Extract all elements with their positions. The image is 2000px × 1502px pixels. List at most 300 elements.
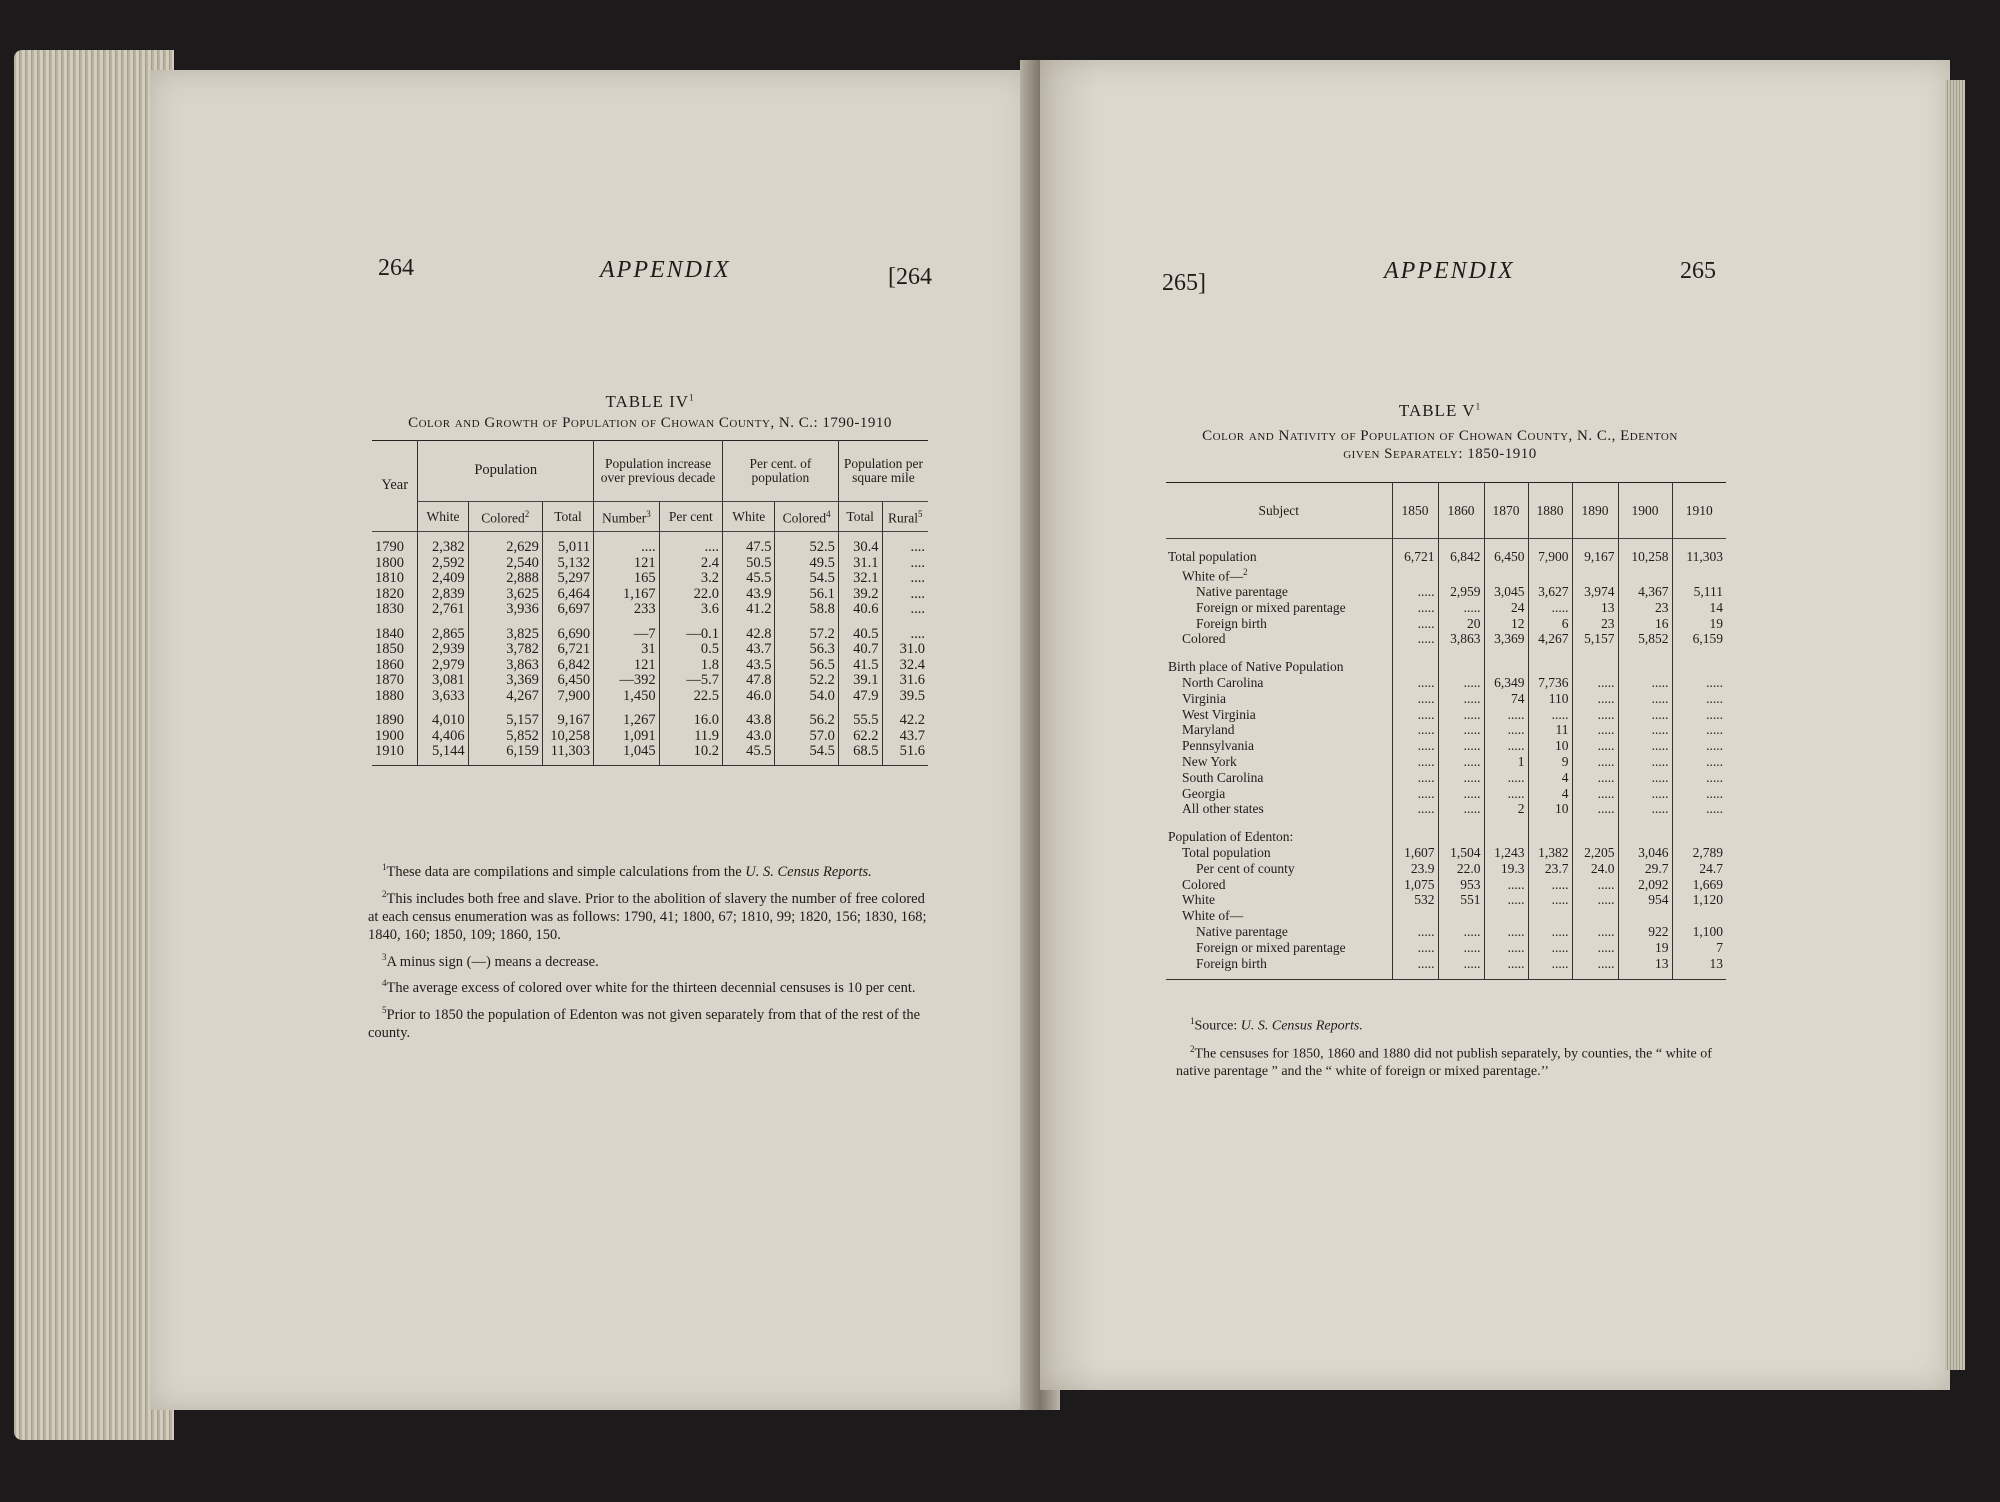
- table-cell: [1572, 565, 1618, 584]
- table-cell: 56.2: [775, 704, 838, 729]
- table-cell: 1,120: [1672, 892, 1726, 908]
- table-row: [1166, 892, 1726, 908]
- row-label: Foreign or mixed parentage: [1196, 599, 1346, 615]
- table-cell: .....: [1392, 616, 1438, 632]
- table-cell: 22.0: [659, 587, 722, 603]
- table-v-caption-line2: given Separately: 1850-1910: [1343, 446, 1537, 462]
- table-cell: 56.5: [775, 658, 838, 674]
- table-cell: 50.5: [723, 556, 775, 572]
- table-cell: 51.6: [882, 744, 928, 760]
- table-cell: 6,721: [1392, 539, 1438, 565]
- table-cell: 47.9: [838, 689, 882, 705]
- table-cell: ....: [882, 571, 928, 587]
- th-pc-white: White: [723, 502, 775, 532]
- table-cell: 6,450: [542, 673, 593, 689]
- table-cell: 31.1: [838, 556, 882, 572]
- table-cell: [1618, 829, 1672, 845]
- table-v-caption-line1: Color and Nativity of Population of Chowan County, N. C., Edenton: [1202, 428, 1678, 444]
- table-cell: 13: [1618, 956, 1672, 972]
- table-cell: 31: [594, 642, 660, 658]
- table-cell: 24.7: [1672, 861, 1726, 877]
- table-cell: 9: [1528, 754, 1572, 770]
- table-cell: 11,303: [1672, 539, 1726, 565]
- table-cell: [1572, 908, 1618, 924]
- table-cell: 56.1: [775, 587, 838, 603]
- table-row: [1166, 600, 1726, 616]
- table-cell: 1,091: [594, 729, 660, 745]
- table-cell: .....: [1438, 801, 1484, 817]
- table-cell: 45.5: [723, 744, 775, 760]
- table-cell: [1572, 647, 1618, 659]
- table-cell: 10: [1528, 738, 1572, 754]
- table-cell: 6,842: [542, 658, 593, 674]
- th-year-1900: 1900: [1618, 483, 1672, 539]
- th-year-1890: 1890: [1572, 483, 1618, 539]
- table-cell: ....: [882, 618, 928, 643]
- table-cell: .....: [1572, 754, 1618, 770]
- table-cell: .....: [1528, 924, 1572, 940]
- table-cell: 2,888: [468, 571, 542, 587]
- table-cell: 1,267: [594, 704, 660, 729]
- table-cell: 6,159: [1672, 631, 1726, 647]
- th-subject: Subject: [1258, 502, 1299, 518]
- table-cell: 3,045: [1484, 584, 1528, 600]
- table-cell: 3,782: [468, 642, 542, 658]
- table-cell: 5,111: [1672, 584, 1726, 600]
- table-cell: .....: [1392, 940, 1438, 956]
- table-cell: 922: [1618, 924, 1672, 940]
- table-cell: 54.0: [775, 689, 838, 705]
- table-cell: 1,382: [1528, 845, 1572, 861]
- table-iv-body: [372, 532, 928, 766]
- table-row: [1166, 770, 1726, 786]
- table-cell: 532: [1392, 892, 1438, 908]
- table-cell: .....: [1618, 675, 1672, 691]
- row-label: [1166, 817, 1392, 829]
- table-cell: 57.2: [775, 618, 838, 643]
- table-cell: [1572, 659, 1618, 675]
- table-cell: 6,842: [1438, 539, 1484, 565]
- table-cell: 3,974: [1572, 584, 1618, 600]
- table-cell: .....: [1618, 770, 1672, 786]
- table-cell: 1820: [375, 585, 404, 602]
- table-cell: 31.0: [882, 642, 928, 658]
- table-cell: 52.2: [775, 673, 838, 689]
- table-cell: .....: [1392, 584, 1438, 600]
- th-per-square-mile: Population per square mile: [838, 441, 928, 502]
- th-year-1860: 1860: [1438, 483, 1484, 539]
- table-row: [1166, 845, 1726, 861]
- row-label: Population of Edenton:: [1168, 829, 1294, 845]
- th-pop-increase: Population increase over previous decade: [594, 441, 723, 502]
- table-cell: ....: [882, 532, 928, 556]
- table-cell: ....: [882, 587, 928, 603]
- table-bottom-rule: [1166, 971, 1726, 979]
- table-cell: 165: [594, 571, 660, 587]
- table-cell: 40.5: [838, 618, 882, 643]
- table-cell: [1672, 659, 1726, 675]
- table-cell: 11: [1528, 722, 1572, 738]
- table-row: [372, 532, 928, 556]
- row-label: Pennsylvania: [1182, 738, 1254, 754]
- table-cell: 1,504: [1438, 845, 1484, 861]
- th-year-1880: 1880: [1528, 483, 1572, 539]
- table-row: [1166, 786, 1726, 802]
- row-label: Colored: [1182, 876, 1226, 892]
- table-cell: 24.0: [1572, 861, 1618, 877]
- table-row: [1166, 565, 1726, 584]
- th-year: Year: [381, 477, 409, 494]
- table-row: [372, 618, 928, 643]
- table-cell: ....: [594, 532, 660, 556]
- table-cell: 3,825: [468, 618, 542, 643]
- table-row: [1166, 738, 1726, 754]
- table-cell: 1910: [375, 743, 404, 759]
- table-cell: .....: [1572, 722, 1618, 738]
- table-cell: .....: [1392, 738, 1438, 754]
- table-cell: 54.5: [775, 744, 838, 760]
- row-label: Foreign or mixed parentage: [1196, 939, 1346, 955]
- table-cell: 16: [1618, 616, 1672, 632]
- table-cell: .....: [1438, 940, 1484, 956]
- row-label: White of—: [1182, 908, 1244, 924]
- table-cell: 1,100: [1672, 924, 1726, 940]
- table-cell: 1.8: [659, 658, 722, 674]
- table-cell: 1850: [375, 641, 404, 657]
- table-cell: —392: [594, 673, 660, 689]
- th-sq-rural: Rural$^5$: [882, 502, 928, 532]
- table-cell: 4,367: [1618, 584, 1672, 600]
- page-edges-right: [1945, 80, 1965, 1370]
- table-row: [1166, 584, 1726, 600]
- table-cell: 23.9: [1392, 861, 1438, 877]
- table-row: [372, 744, 928, 760]
- table-cell: .....: [1572, 707, 1618, 723]
- table-cell: .....: [1392, 956, 1438, 972]
- table-cell: 56.3: [775, 642, 838, 658]
- table-cell: 12: [1484, 616, 1528, 632]
- table-cell: 62.2: [838, 729, 882, 745]
- table-cell: 1,045: [594, 744, 660, 760]
- table-cell: .....: [1484, 940, 1528, 956]
- table-row: [372, 602, 928, 618]
- table-row: [1166, 877, 1726, 893]
- table-cell: 19.3: [1484, 861, 1528, 877]
- table-cell: 3,936: [468, 602, 542, 618]
- table-cell: 3,046: [1618, 845, 1672, 861]
- table-cell: 2,409: [418, 571, 468, 587]
- table-cell: 39.5: [882, 689, 928, 705]
- table-cell: .....: [1528, 600, 1572, 616]
- table-cell: .....: [1484, 956, 1528, 972]
- table-cell: 3,369: [1484, 631, 1528, 647]
- table-cell: .....: [1672, 722, 1726, 738]
- table-cell: [1672, 647, 1726, 659]
- table-cell: 2,761: [418, 602, 468, 618]
- table-row: [1166, 940, 1726, 956]
- table-cell: 4,267: [1528, 631, 1572, 647]
- footnote: $^1$Source: U. S. Census Reports.: [1190, 1016, 1363, 1034]
- table-cell: 4,267: [468, 689, 542, 705]
- table-cell: 6,450: [1484, 539, 1528, 565]
- footnote: $^3$A minus sign (—) means a decrease.: [382, 951, 599, 970]
- table-cell: .....: [1392, 691, 1438, 707]
- table-cell: .....: [1438, 956, 1484, 972]
- table-cell: 1870: [375, 672, 404, 688]
- table-cell: [1572, 817, 1618, 829]
- footnote: $^1$These data are compilations and simple calculations from the U. S. Census Reports.: [382, 862, 872, 880]
- table-cell: 2,959: [1438, 584, 1484, 600]
- table-cell: 10,258: [1618, 539, 1672, 565]
- table-cell: [1672, 829, 1726, 845]
- table-cell: [1618, 659, 1672, 675]
- table-row: [1166, 659, 1726, 675]
- table-cell: 40.7: [838, 642, 882, 658]
- table-cell: 1,075: [1392, 877, 1438, 893]
- table-cell: [1528, 659, 1572, 675]
- table-cell: 3,863: [1438, 631, 1484, 647]
- table-cell: .....: [1572, 801, 1618, 817]
- table-cell: 7,900: [542, 689, 593, 705]
- row-label: Birth place of Native Population: [1168, 659, 1344, 675]
- table-cell: .....: [1572, 956, 1618, 972]
- table-cell: 14: [1672, 600, 1726, 616]
- table-cell: [1572, 829, 1618, 845]
- table-cell: 54.5: [775, 571, 838, 587]
- table-cell: 1800: [375, 554, 404, 571]
- table-cell: 40.6: [838, 602, 882, 618]
- table-cell: .....: [1438, 600, 1484, 616]
- table-cell: 52.5: [775, 532, 838, 556]
- table-cell: 10,258: [542, 729, 593, 745]
- table-cell: .....: [1438, 770, 1484, 786]
- table-row: [1166, 908, 1726, 924]
- table-cell: 5,852: [468, 729, 542, 745]
- table-cell: 953: [1438, 877, 1484, 893]
- table-cell: 46.0: [723, 689, 775, 705]
- table-cell: 10.2: [659, 744, 722, 760]
- table-cell: 49.5: [775, 556, 838, 572]
- table-cell: 3,627: [1528, 584, 1572, 600]
- table-cell: .....: [1618, 722, 1672, 738]
- table-cell: .....: [1618, 707, 1672, 723]
- table-iv: [372, 440, 928, 766]
- table-cell: 45.5: [723, 571, 775, 587]
- table-cell: 20: [1438, 616, 1484, 632]
- table-row: [1166, 707, 1726, 723]
- left-page-number: 264: [378, 255, 414, 281]
- table-row: [1166, 539, 1726, 565]
- table-cell: .....: [1438, 924, 1484, 940]
- row-label: Colored: [1182, 631, 1226, 647]
- table-cell: 2,592: [418, 556, 468, 572]
- row-label: South Carolina: [1182, 769, 1264, 785]
- right-page-number: 265: [1680, 258, 1716, 284]
- th-year-1850: 1850: [1392, 483, 1438, 539]
- footnote: $^2$This includes both free and slave. Prior to the abolition of slavery the number of free colored at each census enumeration was as follows: 1790, 41; 1800, 67; 1810, 99; 1820, 156; 1830, 168; 1840, 160; 1850, 109; 1860, 150.: [368, 888, 927, 943]
- table-cell: .....: [1392, 707, 1438, 723]
- table-cell: .....: [1618, 691, 1672, 707]
- table-cell: 7: [1672, 940, 1726, 956]
- table-cell: [1618, 817, 1672, 829]
- table-cell: [1528, 908, 1572, 924]
- footnote: $^5$Prior to 1850 the population of Edenton was not given separately from that of the rest of the county.: [368, 1005, 921, 1042]
- table-row: [1166, 647, 1726, 659]
- table-cell: [1392, 829, 1438, 845]
- th-white: White: [418, 502, 468, 532]
- table-cell: .....: [1672, 675, 1726, 691]
- table-row: [1166, 616, 1726, 632]
- table-cell: 2,939: [418, 642, 468, 658]
- table-cell: 41.2: [723, 602, 775, 618]
- left-bracket-number: [264: [888, 264, 932, 290]
- table-cell: .....: [1392, 722, 1438, 738]
- row-label: Foreign birth: [1196, 955, 1267, 971]
- row-label: White of—$^2$: [1182, 566, 1248, 584]
- table-cell: 1830: [375, 601, 404, 617]
- table-cell: [1438, 565, 1484, 584]
- table-cell: 13: [1572, 600, 1618, 616]
- table-cell: 22.0: [1438, 861, 1484, 877]
- table-cell: 4: [1528, 786, 1572, 802]
- table-v-header-row: [1166, 483, 1726, 539]
- table-cell: 58.8: [775, 602, 838, 618]
- table-bottom-rule: [372, 760, 928, 766]
- table-cell: .....: [1484, 770, 1528, 786]
- table-cell: 2,839: [418, 587, 468, 603]
- table-cell: 5,011: [542, 532, 593, 556]
- table-cell: .....: [1528, 892, 1572, 908]
- table-cell: 6,349: [1484, 675, 1528, 691]
- table-cell: 0.5: [659, 642, 722, 658]
- table-cell: 43.7: [882, 729, 928, 745]
- table-cell: [1438, 817, 1484, 829]
- table-cell: 2.4: [659, 556, 722, 572]
- table-cell: 6,697: [542, 602, 593, 618]
- table-cell: 55.5: [838, 704, 882, 729]
- table-iv-title: TABLE $IV^1$: [605, 392, 695, 411]
- table-cell: .....: [1672, 754, 1726, 770]
- table-cell: 3.2: [659, 571, 722, 587]
- table-cell: [1484, 647, 1528, 659]
- table-cell: .....: [1528, 707, 1572, 723]
- table-cell: [1484, 565, 1528, 584]
- table-cell: 23: [1618, 600, 1672, 616]
- row-label: West Virginia: [1182, 706, 1256, 722]
- row-label: Georgia: [1182, 785, 1226, 801]
- table-cell: .....: [1484, 722, 1528, 738]
- table-cell: 47.8: [723, 673, 775, 689]
- table-cell: [1392, 659, 1438, 675]
- table-cell: 3,369: [468, 673, 542, 689]
- table-cell: 2,789: [1672, 845, 1726, 861]
- table-cell: .....: [1484, 738, 1528, 754]
- table-cell: 74: [1484, 691, 1528, 707]
- row-label: Native parentage: [1196, 924, 1288, 940]
- th-number: Number$^3$: [594, 502, 660, 532]
- table-v: [1166, 482, 1726, 980]
- table-cell: [1618, 565, 1672, 584]
- th-year-1910: 1910: [1672, 483, 1726, 539]
- table-cell: .....: [1672, 770, 1726, 786]
- table-cell: 954: [1618, 892, 1672, 908]
- table-cell: 5,157: [468, 704, 542, 729]
- table-cell: 39.1: [838, 673, 882, 689]
- table-cell: .....: [1392, 631, 1438, 647]
- table-cell: 2,092: [1618, 877, 1672, 893]
- th-colored: Colored$^2$: [468, 502, 542, 532]
- table-cell: [1484, 659, 1528, 675]
- table-cell: 19: [1672, 616, 1726, 632]
- table-cell: 9,167: [542, 704, 593, 729]
- table-cell: .....: [1528, 940, 1572, 956]
- table-cell: 68.5: [838, 744, 882, 760]
- table-cell: [1528, 647, 1572, 659]
- th-year-1870: 1870: [1484, 483, 1528, 539]
- table-cell: —7: [594, 618, 660, 643]
- table-cell: 1810: [375, 570, 404, 586]
- table-cell: .....: [1572, 877, 1618, 893]
- table-cell: .....: [1484, 924, 1528, 940]
- table-cell: [1438, 829, 1484, 845]
- table-cell: .....: [1672, 801, 1726, 817]
- table-cell: .....: [1484, 877, 1528, 893]
- table-cell: .....: [1672, 738, 1726, 754]
- table-cell: 47.5: [723, 532, 775, 556]
- row-label: New York: [1182, 754, 1237, 770]
- table-cell: 5,852: [1618, 631, 1672, 647]
- table-cell: .....: [1528, 956, 1572, 972]
- table-cell: 16.0: [659, 704, 722, 729]
- table-cell: [1392, 817, 1438, 829]
- table-cell: 41.5: [838, 658, 882, 674]
- table-cell: 551: [1438, 892, 1484, 908]
- table-cell: 32.1: [838, 571, 882, 587]
- row-label: Maryland: [1182, 722, 1235, 738]
- table-cell: [1672, 817, 1726, 829]
- table-row: [372, 642, 928, 658]
- table-cell: ....: [659, 532, 722, 556]
- table-cell: 5,144: [418, 744, 468, 760]
- table-cell: [1392, 647, 1438, 659]
- table-cell: 43.7: [723, 642, 775, 658]
- table-cell: .....: [1438, 738, 1484, 754]
- table-row: [372, 658, 928, 674]
- table-cell: .....: [1438, 754, 1484, 770]
- table-row: [372, 689, 928, 705]
- th-sq-total: Total: [838, 502, 882, 532]
- table-row: [1166, 675, 1726, 691]
- table-cell: 57.0: [775, 729, 838, 745]
- table-iv-caption: Color and Growth of Population of Chowan County, N. C.: 1790-1910: [408, 415, 892, 431]
- table-cell: 42.8: [723, 618, 775, 643]
- table-cell: [1438, 647, 1484, 659]
- row-label: Total population: [1168, 549, 1257, 564]
- table-cell: [1618, 647, 1672, 659]
- table-cell: 1,607: [1392, 845, 1438, 861]
- table-row: [372, 704, 928, 729]
- table-cell: 24: [1484, 600, 1528, 616]
- table-row: [372, 571, 928, 587]
- table-row: [1166, 924, 1726, 940]
- th-population: Population: [418, 441, 594, 502]
- table-cell: —5.7: [659, 673, 722, 689]
- table-cell: .....: [1672, 691, 1726, 707]
- table-cell: [1438, 659, 1484, 675]
- table-cell: 1790: [375, 539, 404, 555]
- table-cell: 2,865: [418, 618, 468, 643]
- row-label: Per cent of county: [1196, 860, 1295, 876]
